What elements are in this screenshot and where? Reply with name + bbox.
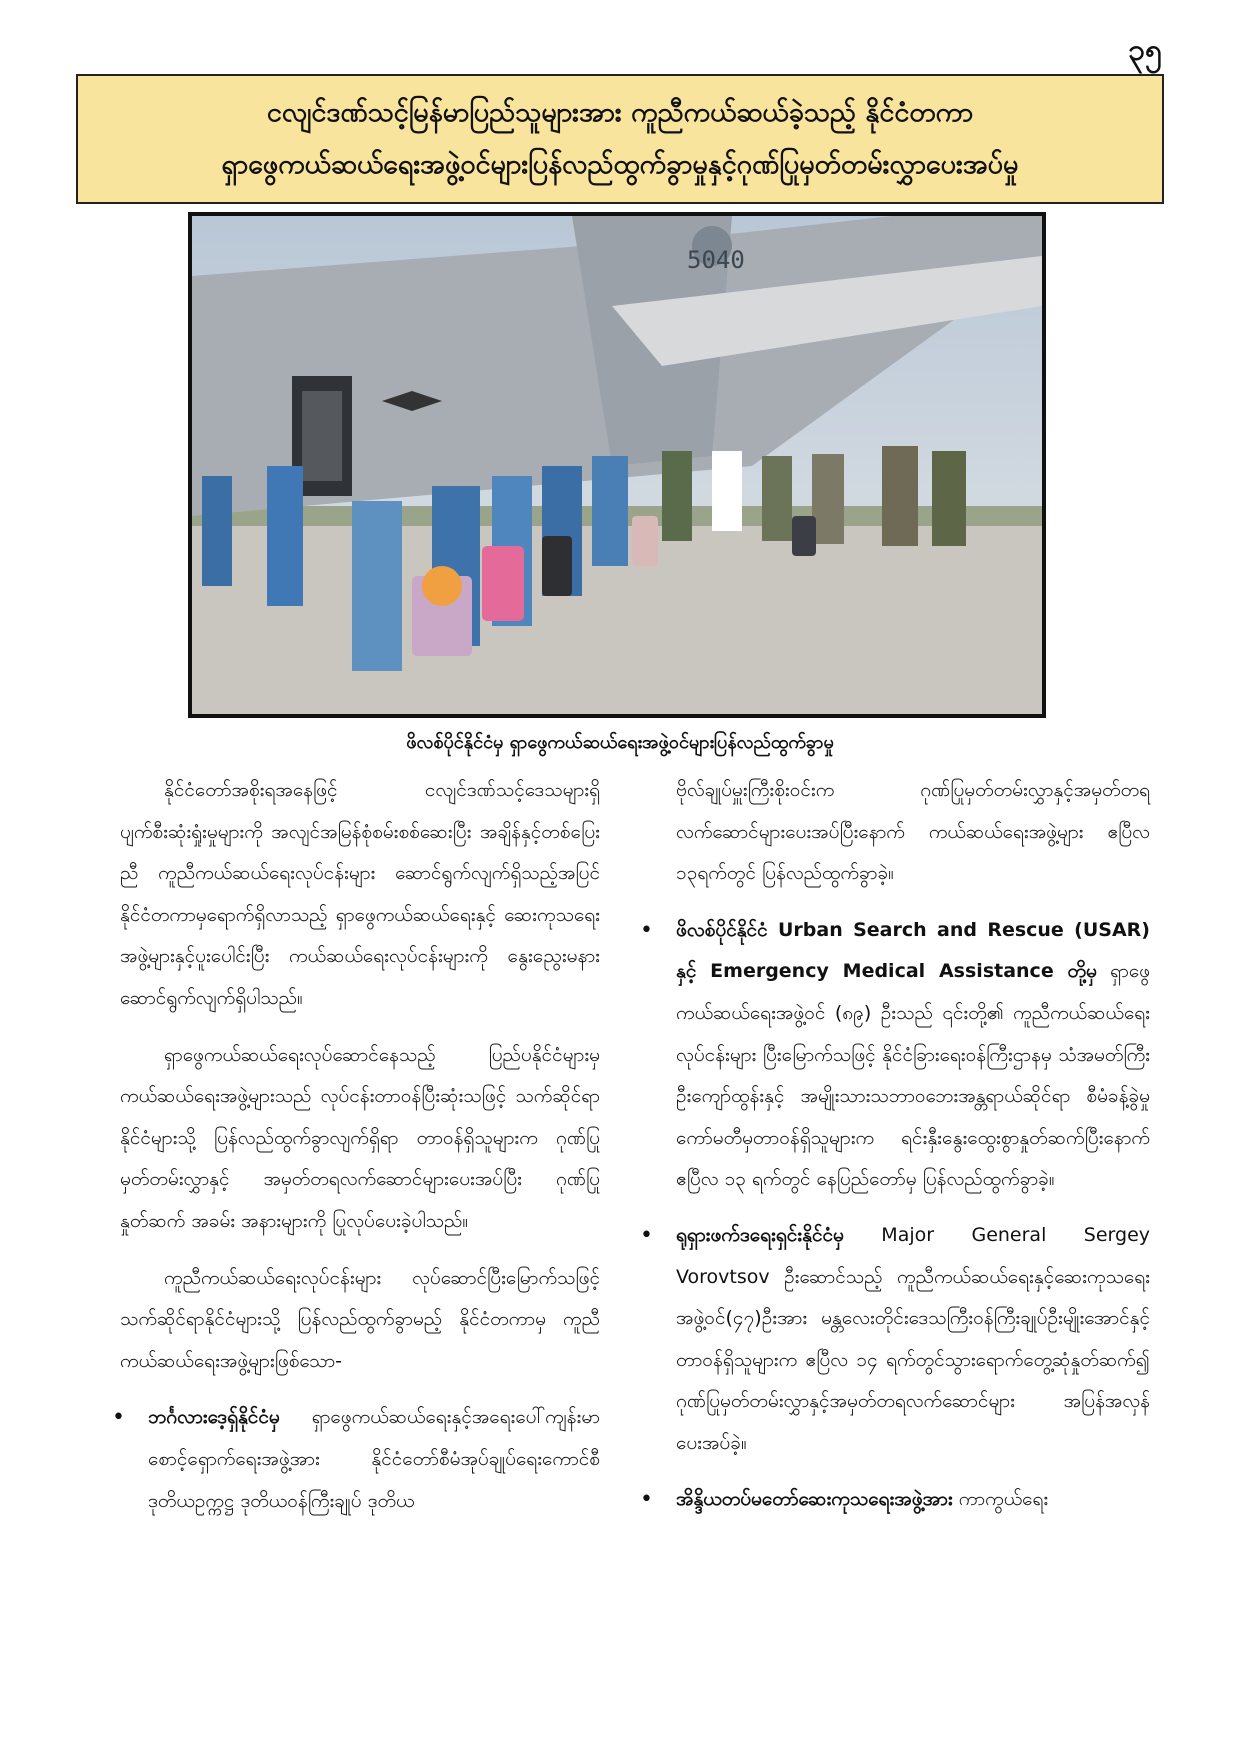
paragraph-3: ကူညီကယ်ဆယ်ရေးလုပ်ငန်းများ လုပ်ဆောင်ပြီးမြောက်သဖြင့် သက်ဆိုင်ရာနိုင်ငံများသို့ ပြန်လည်ထွက်ခွာမည့် နိုင်ငံတကာမှ ကူညီကယ်ဆယ်ရေးအဖွဲ့များဖြစ်သော- [120,1266,600,1372]
bullet-bangladesh-text: ရှာဖွေကယ်ဆယ်ရေးနှင့်အရေးပေါ်ကျန်းမာစောင့်ရှောက်ရေးအဖွဲ့အား နိုင်ငံတော်စီမံအုပ်ချုပ်ရေးကောင်စီဒုတိယဥက္ကဋ္ဌ ဒုတိယဝန်ကြီးချုပ် ဒုတိယ [148,1406,600,1512]
bullet-dot: • [640,917,653,943]
news-photo [188,212,1046,718]
left-column [112,770,600,1536]
bullet-russia-text: Major General Sergey Vorovtsov ဦးဆောင်သည့် ကူညီကယ်ဆယ်ရေးနှင့်ဆေးကုသရေးအဖွဲ့ဝင်(၄၇)ဦးအား မန္တလေးတိုင်းဒေသကြီးဝန်ကြီးချုပ်ဦးမျိုးအောင်နှင့်တာဝန်ရှိသူများက ဧပြီလ ၁၄ ရက်တွင်သွားရောက်တွေ့ဆုံနှုတ်ဆက်၍ ဂုဏ်ပြုမှတ်တမ်းလွှာနှင့်အမှတ်တရလက်ဆောင်များ အပြန်အလှန်ပေးအပ်ခဲ့။ [676,1223,1150,1454]
bullet-philippines [640,910,1151,1201]
bullet-philippines-lead: ဖိလစ်ပိုင်နိုင်ငံ Urban Search and Rescue (USAR) နှင့် Emergency Medical Assistance တို့မှ [676,918,1150,983]
orange-helmet [422,566,462,606]
paragraph-2: ရှာဖွေကယ်ဆယ်ရေးလုပ်ဆောင်နေသည့် ပြည်ပနိုင်ငံများမှ ကယ်ဆယ်ရေးအဖွဲ့များသည် လုပ်ငန်းတာဝန်ပြီးဆုံးသဖြင့် သက်ဆိုင်ရာနိုင်ငံများသို့ ပြန်လည်ထွက်ခွာလျက်ရှိရာ တာဝန်ရှိသူများက ဂုဏ်ပြုမှတ်တမ်းလွှာနှင့် အမှတ်တရလက်ဆောင်များပေးအပ်ပြီး ဂုဏ်ပြုနှုတ်ဆက် အခမ်း အနားများကို ပြုလုပ်ပေးခဲ့ပါသည်။ [120,1043,600,1232]
bullet-russia-lead: ရုရှားဖက်ဒရေးရှင်းနိုင်ငံမှ [676,1223,844,1246]
bullet-india [640,1479,1150,1521]
bullet-dot: • [640,1222,653,1248]
right-column [640,770,1151,1534]
bullet-philippines-text: ရှာဖွေကယ်ဆယ်ရေးအဖွဲ့ဝင် (၈၉) ဦးသည် ၎င်းတို့၏ ကူညီကယ်ဆယ်ရေးလုပ်ငန်းများ ပြီးမြောက်သဖြင့် နိုင်ငံခြားရေးဝန်ကြီးဌာနမှ သံအမတ်ကြီးဦးကျော်ထွန်းနှင့် အမျိုးသားသဘာဝဘေးအန္တရာယ်ဆိုင်ရာ စီမံခန့်ခွဲမှုကော်မတီမှတာဝန်ရှိသူများက ရင်းနှီးနွေးထွေးစွာနှုတ်ဆက်ပြီးနောက် ဧပြီလ ၁၃ ရက်တွင် နေပြည်တော်မှ ပြန်လည်ထွက်ခွာခဲ့။ [676,960,1151,1191]
title-line-1: ငလျင်ဒဏ်သင့်မြန်မာပြည်သူများအား ကူညီကယ်ဆယ်ခဲ့သည့် နိုင်ငံတကာ [266,97,974,128]
title-line-2: ရှာဖွေကယ်ဆယ်ရေးအဖွဲ့ဝင်များပြန်လည်ထွက်ခွာမှုနှင့်ဂုဏ်ပြုမှတ်တမ်းလွှာပေးအပ်မှု [221,149,1019,180]
tail-number: 5040 [687,246,745,274]
bullet-india-text: ကာကွယ်ရေး [952,1487,1049,1510]
page-number: ၃၅ [1128,33,1162,68]
airport-departure-illustration [192,216,1042,714]
bullet-india-lead: အိန္ဒိယတပ်မတော်ဆေးကုသရေးအဖွဲ့အား [676,1487,953,1510]
paragraph-1: နိုင်ငံတော်အစိုးရအနေဖြင့် ငလျင်ဒဏ်သင့်ဒေသများရှိ ပျက်စီးဆုံးရှုံးမှုများကို အလျင်အမြန်စုံစမ်းစစ်ဆေးပြီး အချိန်နှင့်တစ်ပြေးညီ ကူညီကယ်ဆယ်ရေးလုပ်ငန်းများ ဆောင်ရွက်လျက်ရှိသည့်အပြင် နိုင်ငံတကာမှရောက်ရှိလာသည့် ရှာဖွေကယ်ဆယ်ရေးနှင့် ဆေးကုသရေးအဖွဲ့များနှင့်ပူးပေါင်းပြီး ကယ်ဆယ်ရေးလုပ်ငန်းများကို နွေးညွေးမနား ဆောင်ရွက်လျက်ရှိပါသည်။ [120,779,600,1009]
pink-suitcase [482,546,524,621]
paragraph-continued: ဗိုလ်ချုပ်မှူးကြီးစိုးဝင်းက ဂုဏ်ပြုမှတ်တမ်းလွှာနှင့်အမှတ်တရလက်ဆောင်များပေးအပ်ပြီးနောက် ကယ်ဆယ်ရေးအဖွဲ့များ ဧပြီလ ၁၃ရက်တွင် ပြန်လည်ထွက်ခွာခဲ့။ [676,779,1150,885]
bullet-dot: • [112,1405,125,1431]
photo-caption: ဖိလစ်ပိုင်နိုင်ငံမှ ရှာဖွေကယ်ဆယ်ရေးအဖွဲ့ဝင်များပြန်လည်ထွက်ခွာမှု [406,732,834,753]
bullet-bangladesh-lead: ဘင်္ဂလားဒေ့ရှ်နိုင်ငံမှ [148,1406,280,1429]
bullet-dot: • [640,1486,653,1512]
bullet-russia [640,1215,1150,1465]
bullet-bangladesh [112,1397,600,1522]
title-box [76,74,1164,204]
